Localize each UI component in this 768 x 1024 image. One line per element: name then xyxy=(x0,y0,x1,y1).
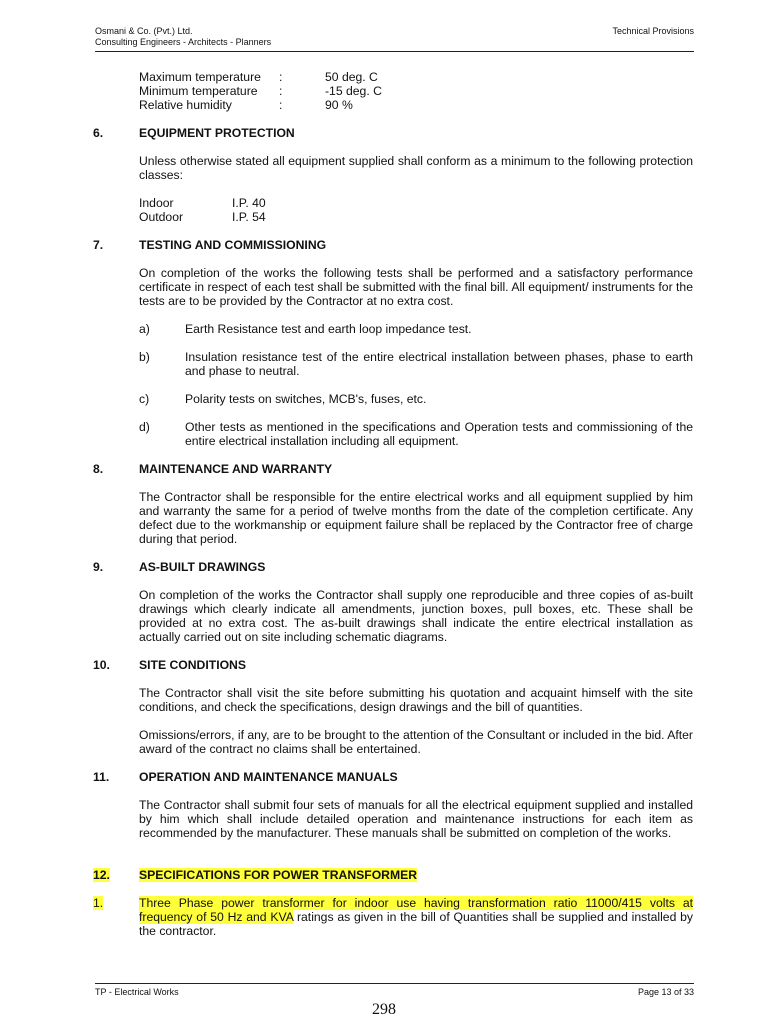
section-paragraph: Omissions/errors, if any, are to be brought to the attention of the Consultant or included in the bid. After award of the contract no claims shall be entertained. xyxy=(139,728,693,756)
section-paragraph: The Contractor shall submit four sets of manuals for all the electrical equipment supplied and installed by him which shall include detailed operation and maintenance instructions for each item as recommended by the manufacturer. These manuals shall be submitted on completion of the works. xyxy=(139,798,693,840)
section-number: 6. xyxy=(93,126,104,140)
list-item-text: Other tests as mentioned in the specifications and Operation tests and commissioning of the entire electrical installation including all equipment. xyxy=(185,420,693,448)
section-paragraph: Unless otherwise stated all equipment supplied shall conform as a minimum to the following protection classes: xyxy=(139,154,693,182)
footer-left: TP - Electrical Works xyxy=(95,987,179,997)
list-item-marker: b) xyxy=(139,350,150,364)
climate-sep: : xyxy=(279,84,283,98)
climate-sep: : xyxy=(279,70,283,84)
protection-value: I.P. 40 xyxy=(232,196,266,210)
highlighted-text: 1. xyxy=(93,896,104,910)
section-paragraph: The Contractor shall visit the site before submitting his quotation and acquaint himself with the site conditions, and check the specifications, design drawings and the bill of quantities. xyxy=(139,686,693,714)
company-subtitle: Consulting Engineers - Architects - Planners xyxy=(95,37,272,47)
list-item-text: Earth Resistance test and earth loop impedance test. xyxy=(185,322,472,336)
company-name: Osmani & Co. (Pvt.) Ltd. xyxy=(95,26,193,36)
section-heading: AS-BUILT DRAWINGS xyxy=(139,560,266,574)
page-header xyxy=(95,25,694,52)
section-number: 8. xyxy=(93,462,104,476)
section-heading: EQUIPMENT PROTECTION xyxy=(139,126,295,140)
section-paragraph: The Contractor shall be responsible for the entire electrical works and all equipment supplied by him and warranty the same for a period of twelve months from the date of the completion certificate. Any defect due to the workmanship or equipment failure shall be replaced by the Contractor free of charge during that period. xyxy=(139,490,693,546)
list-item-marker: d) xyxy=(139,420,150,434)
list-item-text: Insulation resistance test of the entire electrical installation between phases, phase to earth and phase to neutral. xyxy=(185,350,693,378)
subsection-paragraph xyxy=(139,896,693,938)
paragraph-text: ratings as given in the bill of Quantities shall be supplied and installed by the contractor. xyxy=(139,910,693,938)
climate-label: Relative humidity xyxy=(139,98,232,112)
section-number: 10. xyxy=(93,658,110,672)
section-number: 11. xyxy=(93,770,110,784)
header-left xyxy=(95,26,271,48)
list-item-marker: a) xyxy=(139,322,150,336)
page-number: 298 xyxy=(372,1001,396,1018)
list-item-text: Polarity tests on switches, MCB's, fuses, etc. xyxy=(185,392,427,406)
climate-value: 90 % xyxy=(325,98,353,112)
climate-value: -15 deg. C xyxy=(325,84,382,98)
subsection-number xyxy=(93,896,103,910)
section-heading: TESTING AND COMMISSIONING xyxy=(139,238,327,252)
climate-label: Maximum temperature xyxy=(139,70,261,84)
protection-label: Indoor xyxy=(139,196,174,210)
section-heading: MAINTENANCE AND WARRANTY xyxy=(139,462,333,476)
highlighted-text: Three Phase power transformer for indoor use having transformation ratio 11000/415 volts at frequency of 50 Hz and KVA xyxy=(139,896,693,924)
section-paragraph: On completion of the works the Contractor shall supply one reproducible and three copies of as-built drawings which clearly indicate all amendments, junction boxes, pull boxes, etc. These shall be provided at no extra cost. The as-built drawings shall indicate the entire electrical installation as actually carried out on site including schematic diagrams. xyxy=(139,588,693,644)
section-number: 9. xyxy=(93,560,104,574)
highlighted-text: 12. xyxy=(93,868,110,882)
footer-page-count: Page 13 of 33 xyxy=(637,987,694,997)
section-heading: OPERATION AND MAINTENANCE MANUALS xyxy=(139,770,398,784)
highlighted-text: SPECIFICATIONS FOR POWER TRANSFORMER xyxy=(139,868,418,882)
section-heading xyxy=(139,868,417,882)
climate-value: 50 deg. C xyxy=(325,70,378,84)
protection-label: Outdoor xyxy=(139,210,184,224)
list-item-marker: c) xyxy=(139,392,150,406)
section-number xyxy=(93,868,110,882)
section-heading: SITE CONDITIONS xyxy=(139,658,246,672)
climate-sep: : xyxy=(279,98,283,112)
page-footer xyxy=(95,983,694,998)
section-paragraph: On completion of the works the following tests shall be performed and a satisfactory performance certificate in respect of each test shall be submitted with the final bill. All equipment/ instruments for the tests are to be provided by the Contractor at no extra cost. xyxy=(139,266,693,308)
protection-value: I.P. 54 xyxy=(232,210,266,224)
header-section: Technical Provisions xyxy=(612,26,694,36)
climate-label: Minimum temperature xyxy=(139,84,258,98)
section-number: 7. xyxy=(93,238,104,252)
